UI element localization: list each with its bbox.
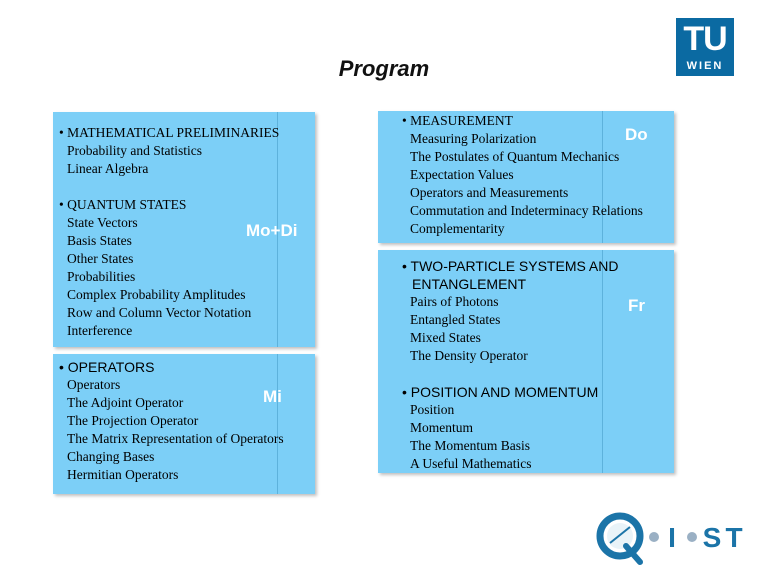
qist-letter: I xyxy=(668,522,676,553)
topic-item: State Vectors xyxy=(67,215,138,230)
topic-item: Position xyxy=(410,402,455,417)
topic-item: Commutation and Indeterminacy Relations xyxy=(410,203,643,218)
qist-logo xyxy=(596,510,744,566)
topic-item: Probabilities xyxy=(67,269,136,284)
day-tag: Mo+Di xyxy=(246,221,298,240)
topic-item: Complex Probability Amplitudes xyxy=(67,287,246,302)
topic-item: The Momentum Basis xyxy=(410,438,530,453)
qist-letter: S xyxy=(702,522,722,553)
program-box-mon-tue xyxy=(53,112,315,347)
qist-letter: T xyxy=(725,522,743,553)
section-heading: • MEASUREMENT xyxy=(402,113,513,128)
program-box-thu xyxy=(378,111,674,243)
topic-item: Operators and Measurements xyxy=(410,185,569,200)
topic-item: The Matrix Representation of Operators xyxy=(67,431,284,446)
topic-item: A Useful Mathematics xyxy=(410,456,532,471)
wien-logo-text: WIEN xyxy=(686,60,724,72)
topic-item: Mixed States xyxy=(410,330,481,345)
topic-item: Entangled States xyxy=(410,312,501,327)
topic-item: Basis States xyxy=(67,233,132,248)
topic-item: Hermitian Operators xyxy=(67,467,179,482)
topic-item: Other States xyxy=(67,251,134,266)
page-title: Program xyxy=(338,56,430,81)
topic-item: Measuring Polarization xyxy=(410,131,537,146)
topic-item: Probability and Statistics xyxy=(67,143,202,158)
topic-item: Momentum xyxy=(410,420,473,435)
section-heading: • MATHEMATICAL PRELIMINARIES xyxy=(59,125,280,140)
section-heading: • QUANTUM STATES xyxy=(59,197,187,212)
topic-item: Complementarity xyxy=(410,221,505,236)
section-heading: • OPERATORS xyxy=(59,359,155,375)
topic-item: Linear Algebra xyxy=(67,161,149,176)
topic-item: The Density Operator xyxy=(410,348,528,363)
topic-item: The Postulates of Quantum Mechanics xyxy=(410,149,620,164)
day-tag: Fr xyxy=(628,296,645,315)
topic-item: Pairs of Photons xyxy=(410,294,499,309)
section-heading: • TWO-PARTICLE SYSTEMS AND xyxy=(402,258,619,274)
tu-logo-text: TU xyxy=(683,20,727,58)
tu-wien-logo xyxy=(676,18,734,76)
program-box-wed xyxy=(53,354,315,494)
topic-item: The Adjoint Operator xyxy=(67,395,184,410)
program-box-fri xyxy=(378,250,674,473)
day-tag: Mi xyxy=(263,387,282,406)
topic-item: The Projection Operator xyxy=(67,413,199,428)
section-heading-continued: ENTANGLEMENT xyxy=(412,276,527,292)
section-heading: • POSITION AND MOMENTUM xyxy=(402,384,599,400)
day-tag: Do xyxy=(625,125,648,144)
topic-item: Changing Bases xyxy=(67,449,155,464)
topic-item: Operators xyxy=(67,377,121,392)
topic-item: Interference xyxy=(67,323,133,338)
topic-item: Expectation Values xyxy=(410,167,514,182)
topic-item: Row and Column Vector Notation xyxy=(67,305,252,320)
